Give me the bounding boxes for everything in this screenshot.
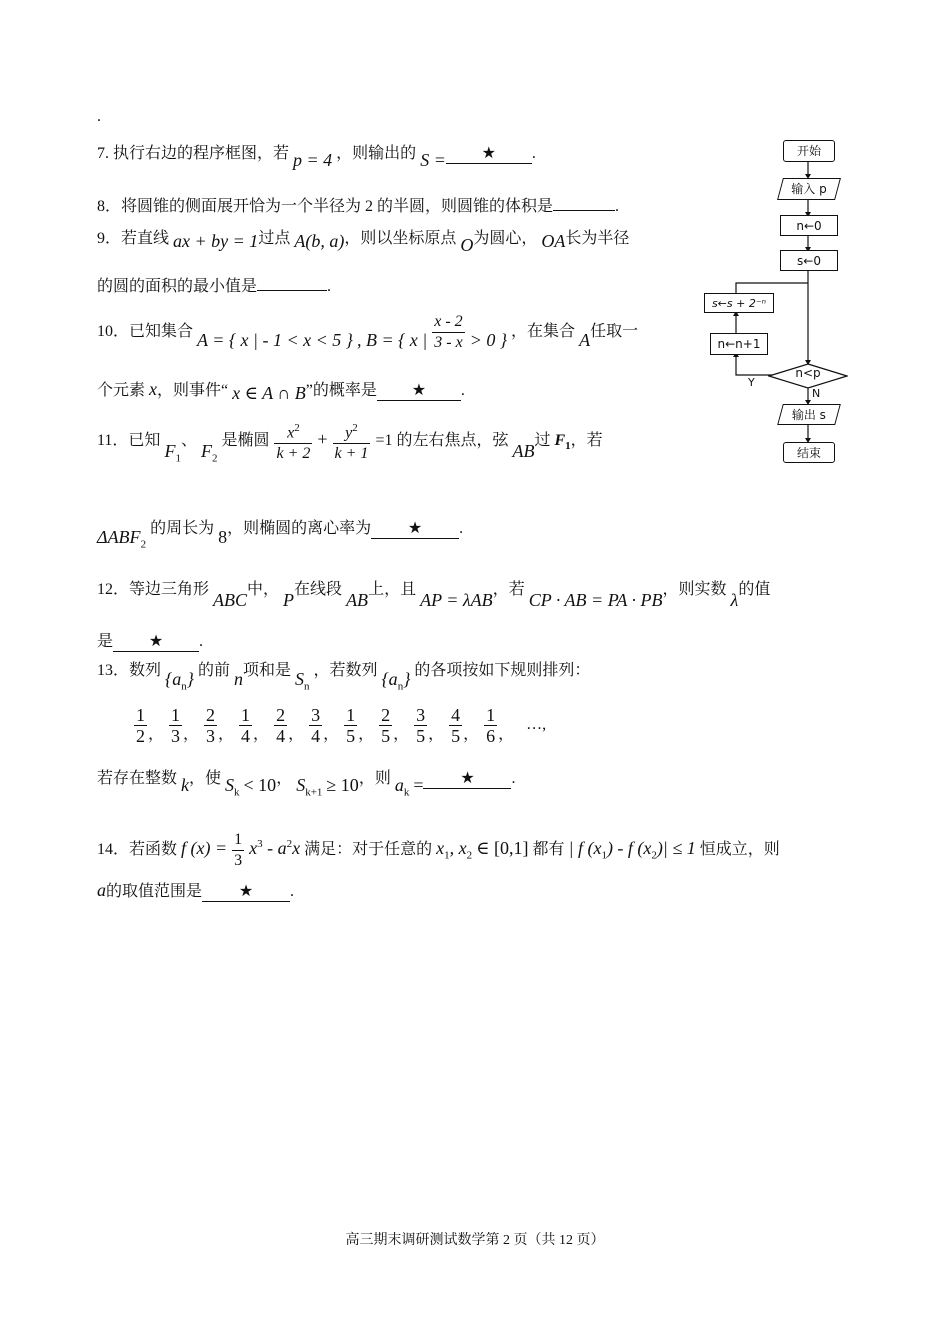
question-12-cont: 是 ★ .	[97, 633, 204, 650]
question-11: 11．已知 $F_1$、 $F_2$ 是椭圆 $\frac{x^2}{k + 2}$ + $\frac{y^2}{k + 1}$ =1 的左右焦点，弦 AB过 $F_1$，若	[97, 418, 603, 464]
answer-blank-10[interactable]: ★	[377, 382, 461, 401]
question-14-cont: a的取值范围是 ★ .	[97, 880, 295, 900]
flow-end: 结束	[783, 442, 835, 463]
flow-condition: n<p	[795, 366, 821, 380]
page-footer: 高三期末调研测试数学第 2 页（共 12 页）	[345, 1233, 605, 1248]
answer-blank-12[interactable]: ★	[113, 633, 199, 652]
flow-start: 开始	[783, 140, 835, 162]
question-9-cont: 的圆的面积的最小值是 .	[97, 278, 332, 295]
sequence-fraction: $\frac{4}{5}$	[451, 705, 461, 746]
sequence-fraction: $\frac{3}{4}$	[311, 705, 321, 746]
sequence-ellipsis: …,	[526, 716, 547, 734]
sequence-fraction: $\frac{2}{3}$	[206, 705, 216, 746]
answer-blank-8[interactable]	[553, 210, 615, 211]
math-s: S =	[420, 150, 446, 170]
flow-update-n: n←n+1	[710, 333, 768, 355]
question-12: 12．等边三角形 ABC中， P在线段 AB上，且 AP = λAB，若 CP · AB = PA · PB，则实数 λ的值	[97, 581, 771, 610]
answer-blank-13[interactable]: ★	[423, 770, 511, 789]
stray-dot: .	[97, 108, 101, 125]
sequence-fraction: $\frac{3}{5}$	[416, 705, 426, 746]
fraction-sequence: $\frac{1}{2}$ ， $\frac{1}{3}$ ， $\frac{2}{3}$ ， $\frac{1}{4}$ ， $\frac{2}{4}$ ， $\frac{3}{4}$ ， $\frac{1}{5}$ ， $\frac{2}{5}$ ， $\frac{3}{5}$ ， $\frac{4}{5}$ ， $\frac{1}{6}$ ，…,	[136, 705, 547, 746]
question-9: 9．若直线 ax + by = 1过点 A(b, a)，则以坐标原点 O为圆心， OA长为半径	[97, 230, 630, 255]
sequence-fraction: $\frac{1}{4}$	[241, 705, 251, 746]
answer-blank-14[interactable]: ★	[202, 883, 290, 902]
flow-input: 输入 p	[777, 178, 841, 200]
sequence-fraction: $\frac{1}{5}$	[346, 705, 356, 746]
question-14: 14．若函数 f (x) = $\frac{1}{3}$ $x^3 - a^2x$ 满足：对于任意的 $x_1$, $x_2$ ∈ [0,1] 都有 | f $(x_1)$ - f $(x_2)| \le 1$ 恒成立，则	[97, 831, 780, 869]
flow-yes-label: Y	[748, 376, 755, 389]
sequence-fraction: $\frac{1}{3}$	[171, 705, 181, 746]
set-a: A = { x | - 1 < x < 5 }	[197, 330, 353, 351]
fraction-one-third: $\frac{1}{3}$	[234, 831, 243, 869]
question-10: 10．已知集合 A = { x | - 1 < x < 5 } , B = { x | $\frac{x - 2}{3 - x}$ > 0 } ，在集合 A任取一	[97, 313, 639, 351]
flow-init-s: s←0	[780, 250, 838, 271]
answer-blank-11[interactable]: ★	[371, 520, 459, 539]
sequence-fraction: $\frac{2}{4}$	[276, 705, 286, 746]
fraction-set-b: $\frac{x - 2}{3 - x}$	[434, 313, 463, 351]
math-p4: p = 4	[293, 150, 333, 170]
question-10-cont: 个元素 x，则事件“ x ∈ A ∩ B”的概率是 ★ .	[97, 379, 465, 403]
question-7: 7. 执行右边的程序框图，若 p = 4 ，则输出的 S = ★ .	[97, 145, 536, 170]
answer-blank-9[interactable]	[257, 290, 327, 291]
question-13-cont: 若存在整数 k，使 $S_k < 10$， $S_{k+1} \ge 10$，则 $a_k$ = ★ .	[97, 770, 516, 799]
flow-no-label: N	[812, 387, 821, 400]
flow-update-s: s←s + 2⁻ⁿ	[704, 293, 774, 313]
ellipse-fraction-y: $\frac{y^2}{k + 1}$	[333, 418, 371, 464]
sequence-fraction: $\frac{1}{2}$	[136, 705, 145, 746]
flow-init-n: n←0	[780, 215, 838, 236]
question-13: 13．数列 $\{a_n\}$ 的前 n项和是 $S_n$ ，若数列 $\{a_n\}$ 的各项按如下规则排列：	[97, 662, 591, 693]
sequence-fraction: $\frac{2}{5}$	[381, 705, 391, 746]
sequence-fraction: $\frac{1}{6}$	[486, 705, 496, 746]
flow-output: 输出 s	[777, 404, 841, 425]
answer-blank-7[interactable]: ★	[446, 145, 532, 164]
program-flowchart	[700, 135, 860, 470]
question-8: 8．将圆锥的侧面展开恰为一个半径为 2 的半圆，则圆锥的体积是 .	[97, 198, 620, 215]
question-11-cont: $\Delta ABF_2$ 的周长为 8，则椭圆的离心率为 ★ .	[97, 520, 464, 551]
ellipse-fraction-x: $\frac{x^2}{k + 2}$	[274, 418, 312, 464]
